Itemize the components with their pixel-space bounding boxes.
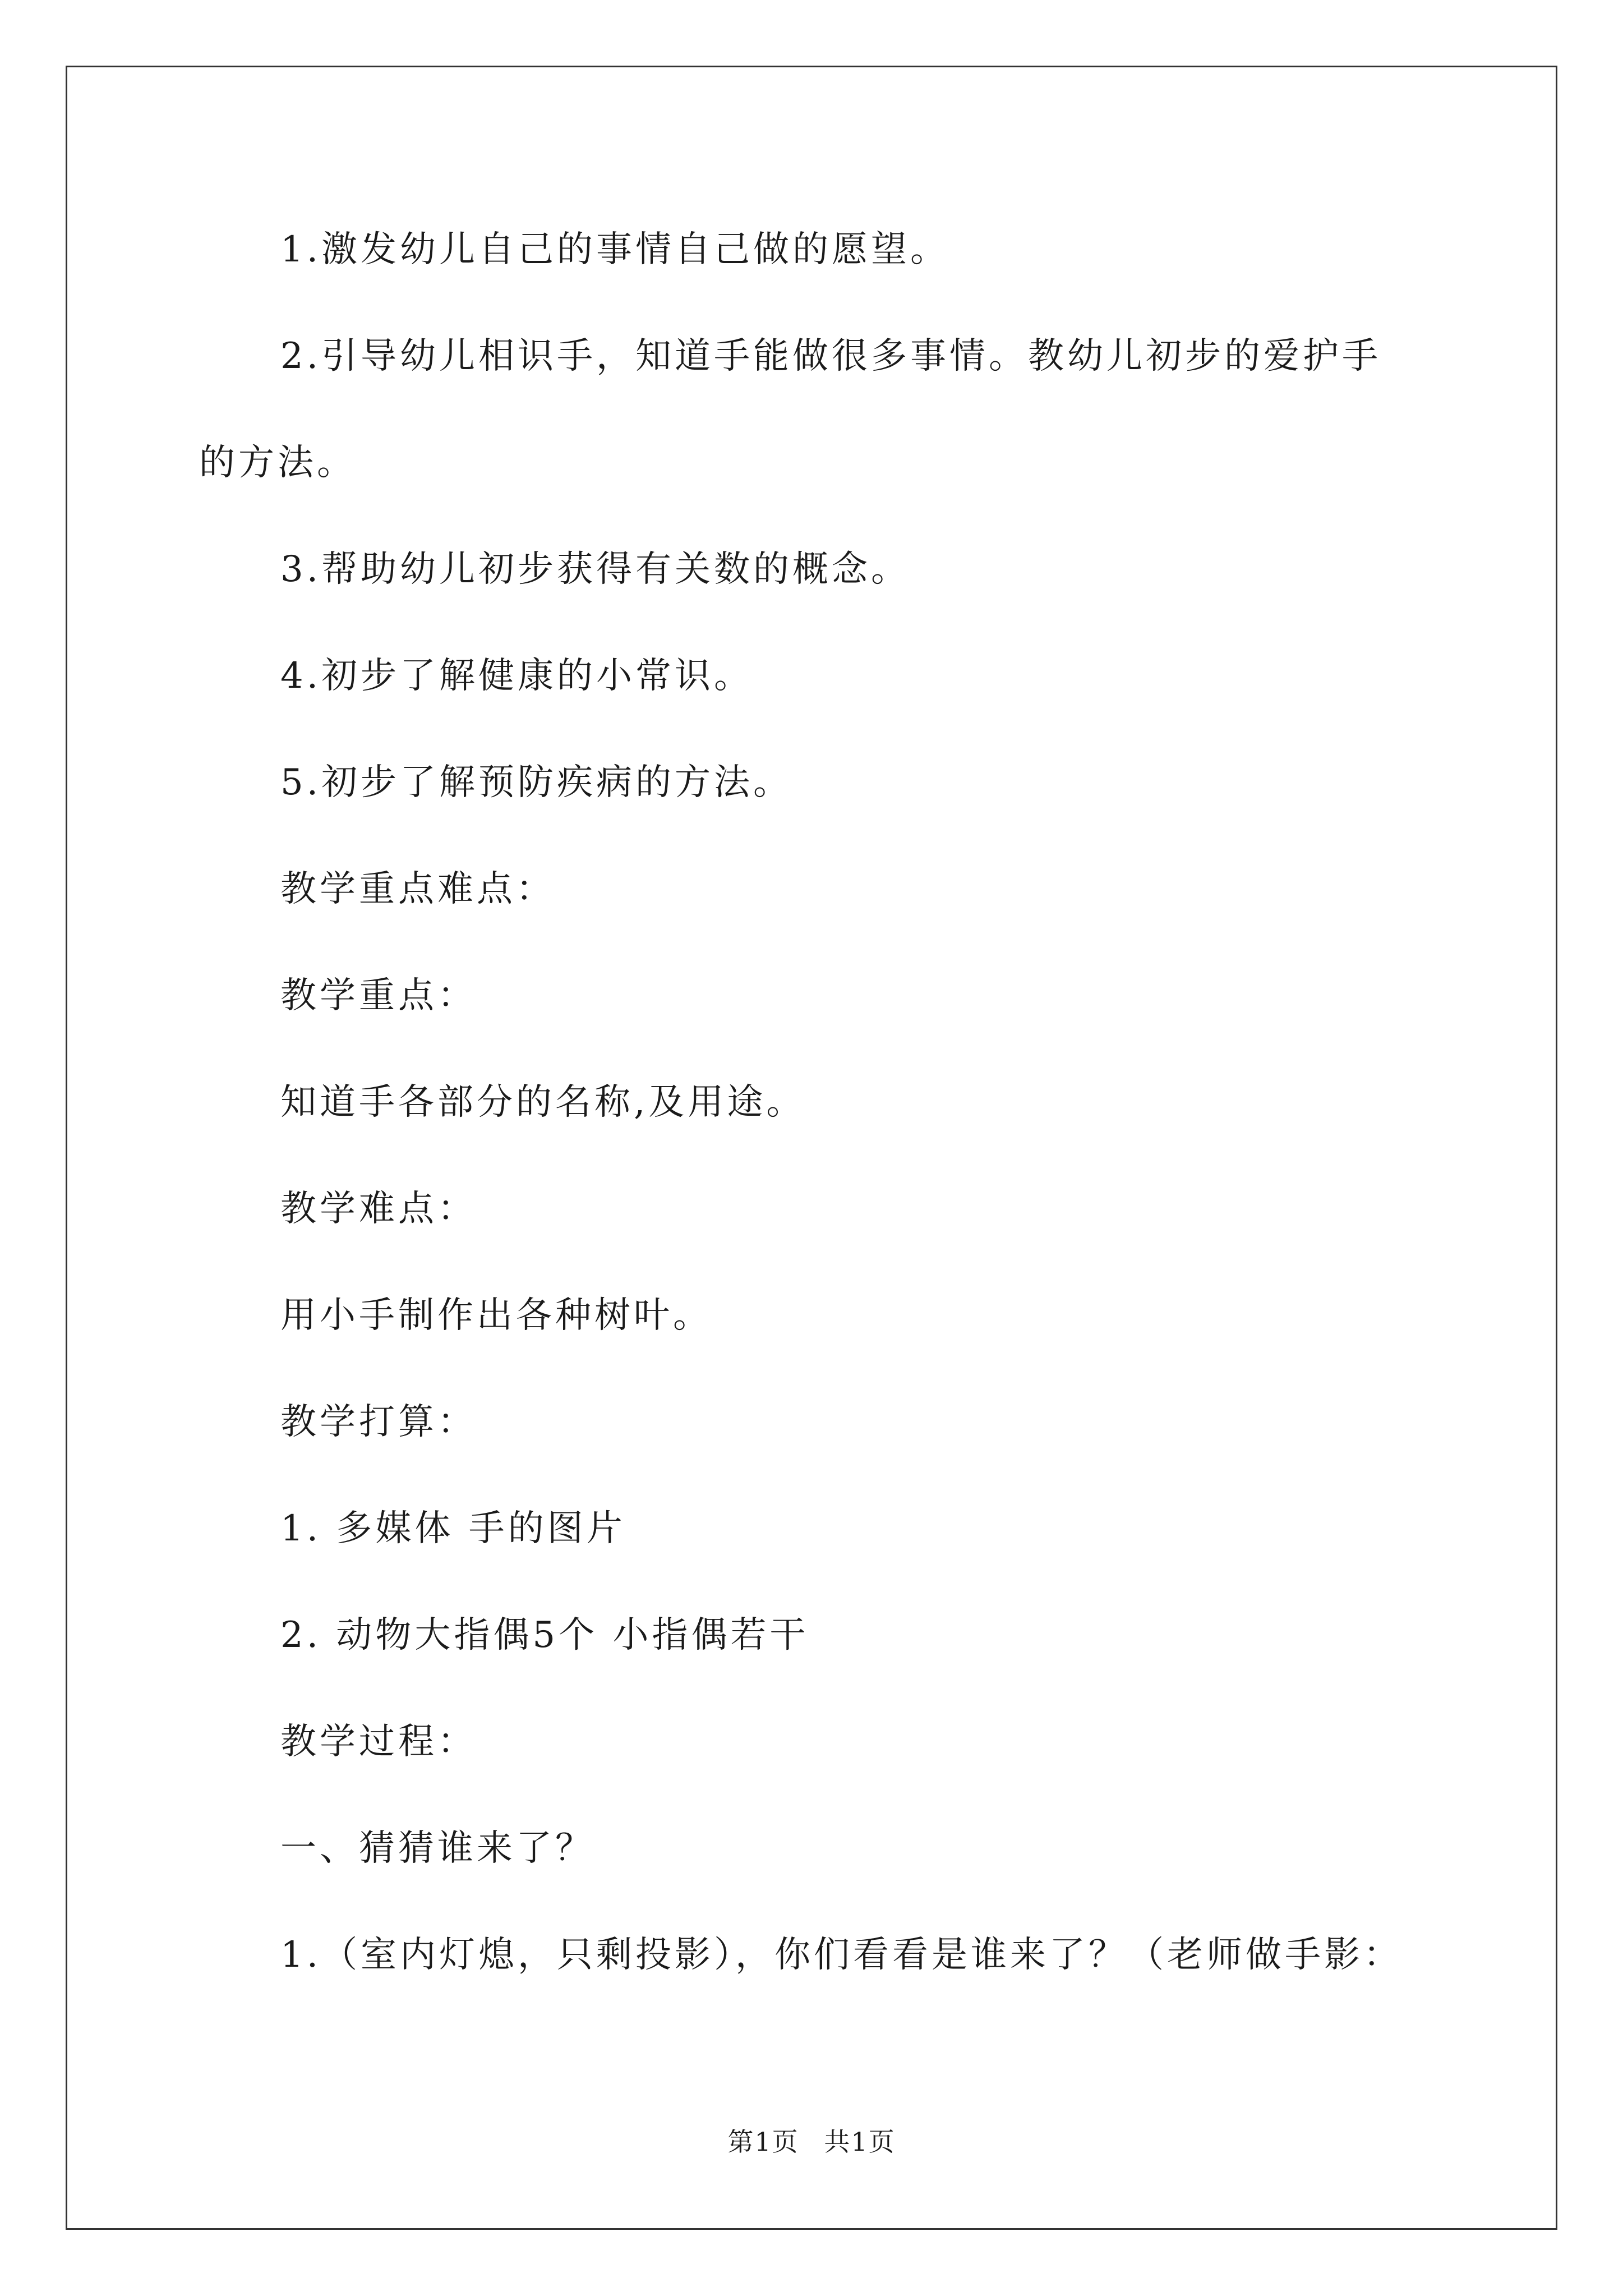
- list-item-1: 1. 多媒体 手的图片: [280, 1508, 626, 1549]
- section-heading-preparation: 教学打算：: [280, 1401, 477, 1443]
- paragraph-line-5: 4.初步了解健康的小常识。: [280, 655, 754, 697]
- page-border: [66, 66, 1557, 2230]
- paragraph-line-11: 用小手制作出各种树叶。: [280, 1295, 712, 1336]
- page-number-current: 第1页: [727, 2127, 799, 2157]
- paragraph-line-17: 1.（室内灯熄，只剩投影），你们看看是谁来了？（老师做手影：: [280, 1934, 1403, 1976]
- list-item-2: 2. 动物大指偶5个 小指偶若干: [280, 1614, 809, 1656]
- section-heading-difficulty: 教学难点：: [280, 1188, 477, 1230]
- section-heading-key-points: 教学重点难点：: [280, 868, 555, 910]
- paragraph-line-2: 2.引导幼儿相识手，知道手能做很多事情。教幼儿初步的爱护手: [280, 335, 1382, 377]
- paragraph-line-9: 知道手各部分的名称,及用途。: [280, 1082, 806, 1123]
- section-heading-process: 教学过程：: [280, 1721, 477, 1763]
- page-number-total: 共1页: [824, 2127, 896, 2157]
- page-footer: [0, 2125, 1623, 2159]
- subsection-heading-1: 一、猜猜谁来了？: [280, 1828, 594, 1869]
- paragraph-line-4: 3.帮助幼儿初步获得有关数的概念。: [280, 549, 911, 590]
- section-heading-focus: 教学重点：: [280, 975, 477, 1016]
- paragraph-line-6: 5.初步了解预防疾病的方法。: [280, 762, 793, 803]
- paragraph-line-1: 1.激发幼儿自己的事情自己做的愿望。: [280, 229, 950, 270]
- paragraph-line-3: 的方法。: [199, 442, 356, 484]
